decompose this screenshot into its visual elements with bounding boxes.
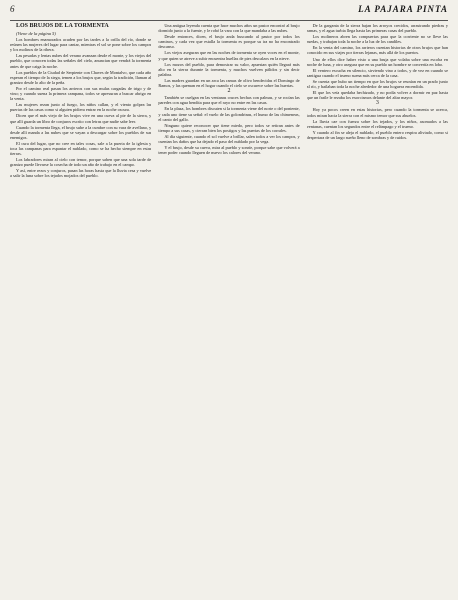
- paragraph: Las madres guardan en un arca las ramas de olivo bendecidas el Domingo de Ramos, y las queman en el hogar cuando el cielo se oscurece sobre las huertas.: [158, 77, 300, 89]
- page-number: 6: [10, 4, 15, 14]
- page-header: [10, 4, 448, 21]
- paragraph: Desde entonces, dicen, el brujo anda buscando al pastor por todos los caminos, y cada vez que estalla la tormenta es porque su ira no ha encontrado descanso.: [158, 34, 300, 50]
- section-number: 2: [227, 88, 231, 95]
- paragraph: Los labradores miran al cielo con temor, porque saben que una sola tarde de granizo puede llevarse la cosecha de todo un año de trabajo en el campo.: [10, 157, 152, 168]
- paragraph: Al día siguiente, cuando el sol vuelve a brillar, salen todos a ver los campos, y cuentan los daños que ha dejado el paso del nublado por la vega.: [158, 133, 300, 144]
- paragraph: Y así, entre rezos y conjuros, pasan las horas hasta que la lluvia cesa y vuelve a salir la luna sobre los tejados mojados del pueblo.: [10, 168, 152, 179]
- paragraph: Los mozos del pueblo, para demostrar su valor, apuestan quién llegará más alto en la sierra durante la tormenta, y muchos vuelven pálidos y sin decir palabra.: [158, 61, 300, 77]
- paragraph: Y cuando al fin se aleja el nublado, el pueblo entero respira aliviado, como si despertara de un largo sueño lleno de sombras y de ruidos.: [306, 129, 448, 140]
- paragraph: Los pueblos de la Ciudad de Serpiente con Chaves de Montalvo, que cada año esperan el tiempo de la siega, temen a los brujos que, según la tradición, llaman al granizo desde lo alto de la peña.: [10, 69, 152, 85]
- paragraph: Dicen que el más viejo de los brujos vive en una cueva al pie de la sierra, y que allí guarda un libro de conjuros escrito con letras que nadie sabe leer.: [10, 113, 152, 124]
- paragraph: Ninguno quiere reconocer que tiene miedo, pero todos se retiran antes de tiempo a sus casas, y cierran bien los postigos y las puertas de los corrales.: [158, 122, 300, 133]
- paragraph: Por el camino real pasan los arrieros con sus mulas cargadas de trigo y de vino; y cuando suena la primera campana, todos se apresuran a buscar abrigo en la venta.: [10, 85, 152, 102]
- paragraph: Las mujeres rezan junto al fuego, los niños callan, y el viento golpea las puertas de las casas como si alguien pidiera entrar en la noche oscura.: [10, 102, 152, 113]
- text-column-2: [158, 23, 299, 594]
- paragraph: Uno de ellos dice haber visto a una bruja que volaba sobre una escoba en noche de luna, y otro asegura que en su pueblo un hombre se convertía en lobo.: [306, 56, 448, 67]
- paragraph: Una antigua leyenda cuenta que hace muchos años un pastor encontró al brujo dormido junto a la fuente, y le robó la vara con la que mandaba a las nubes.: [158, 23, 300, 34]
- text-column-3: [307, 23, 448, 594]
- article-title: LOS BRUJOS DE LA TORMENTA: [16, 23, 109, 29]
- paragraph: El ventero escucha en silencio, sirviendo vino a todos, y de vez en cuando se santigua cuando el trueno suena más cerca de la casa.: [306, 67, 448, 78]
- text-column-1: [10, 23, 151, 594]
- paragraph: Y el brujo, desde su cueva, mira al pueblo y sonríe, porque sabe que volverá a tener poder cuando lleguen de nuevo los calores del verano.: [158, 145, 300, 156]
- paragraph: Los molineros abren las compuertas para que la corriente no se lleve las ruedas, y trabajan toda la noche a la luz de los candiles.: [306, 34, 448, 45]
- paragraph: Se cuenta que hubo un tiempo en que los brujos se reunían en un prado junto al río, y bailaban toda la noche alrededor de una hoguera encendida.: [306, 78, 448, 90]
- paragraph: El cura del lugar, que no cree en tales cosas, sale a la puerta de la iglesia y toca las campanas para espantar el nublado, como se ha hecho siempre en estas tierras.: [10, 140, 152, 157]
- masthead-title: LA PAJARA PINTA: [358, 4, 448, 14]
- paragraph: Las pesadas y lentas nubes del verano avanzan desde el monte, y los viejos del pueblo, que conocen todas las señales del cielo, anuncian que vendrá la tormenta antes de que caiga la noche.: [10, 53, 152, 69]
- paragraph: De la garganta de la sierra bajan los arroyos crecidos, arrastrando piedras y ramas, y el agua turbia llega hasta las primeras casas del pueblo.: [306, 23, 448, 34]
- paragraph: Los hombres enamorados acuden por las tardes a la orilla del río, donde se reúnen las mujeres del lugar para cantar, mientras el sol se pone sobre los campos y los molinos de la ribera.: [10, 37, 152, 53]
- text-columns: [10, 23, 448, 594]
- paragraph: También se cuelgan en las ventanas cruces hechas con palmas, y se rocían las paredes con agua bendita para que el rayo no entre en las casas.: [158, 95, 300, 106]
- paragraph: En la plaza, los hombres discuten si la tormenta viene del norte o del poniente, y cada uno tiene su señal: el vuelo de las golondrinas, el humo de las chimeneas, el canto del gallo.: [158, 106, 300, 122]
- paragraph: En la venta del camino, los arrieros cuentan historias de otros brujos que han conocido en sus viajes por tierras lejanas, más allá de los puertos.: [306, 45, 448, 56]
- paragraph: El que los veía quedaba hechizado, y no podía volver a dormir en paz hasta que un fraile le rezaba los exorcismos delante del altar mayor.: [306, 90, 448, 101]
- article-continuation: (Viene de la página 5): [16, 31, 56, 36]
- section-number: 3: [375, 100, 379, 107]
- paragraph: Los viejos aseguran que en las noches de tormenta se oyen voces en el monte, y que quien se atreve a subir encuentra huellas de pies descalzos en la nieve.: [158, 50, 300, 61]
- paragraph: La lluvia cae con fuerza sobre los tejados, y los niños, asomados a las ventanas, cuentan los segundos entre el relámpago y el trueno.: [306, 118, 448, 129]
- paragraph: Cuando la tormenta llega, el brujo sube a la cumbre con su vara de avellano, y desde allí manda a las nubes que se vayan a descargar sobre los pueblos de sus enemigos.: [10, 124, 152, 140]
- paragraph: Hoy ya pocos creen en estas historias, pero cuando la tormenta se acerca, todos miran hacia la sierra con el mismo temor que sus abuelos.: [306, 107, 448, 118]
